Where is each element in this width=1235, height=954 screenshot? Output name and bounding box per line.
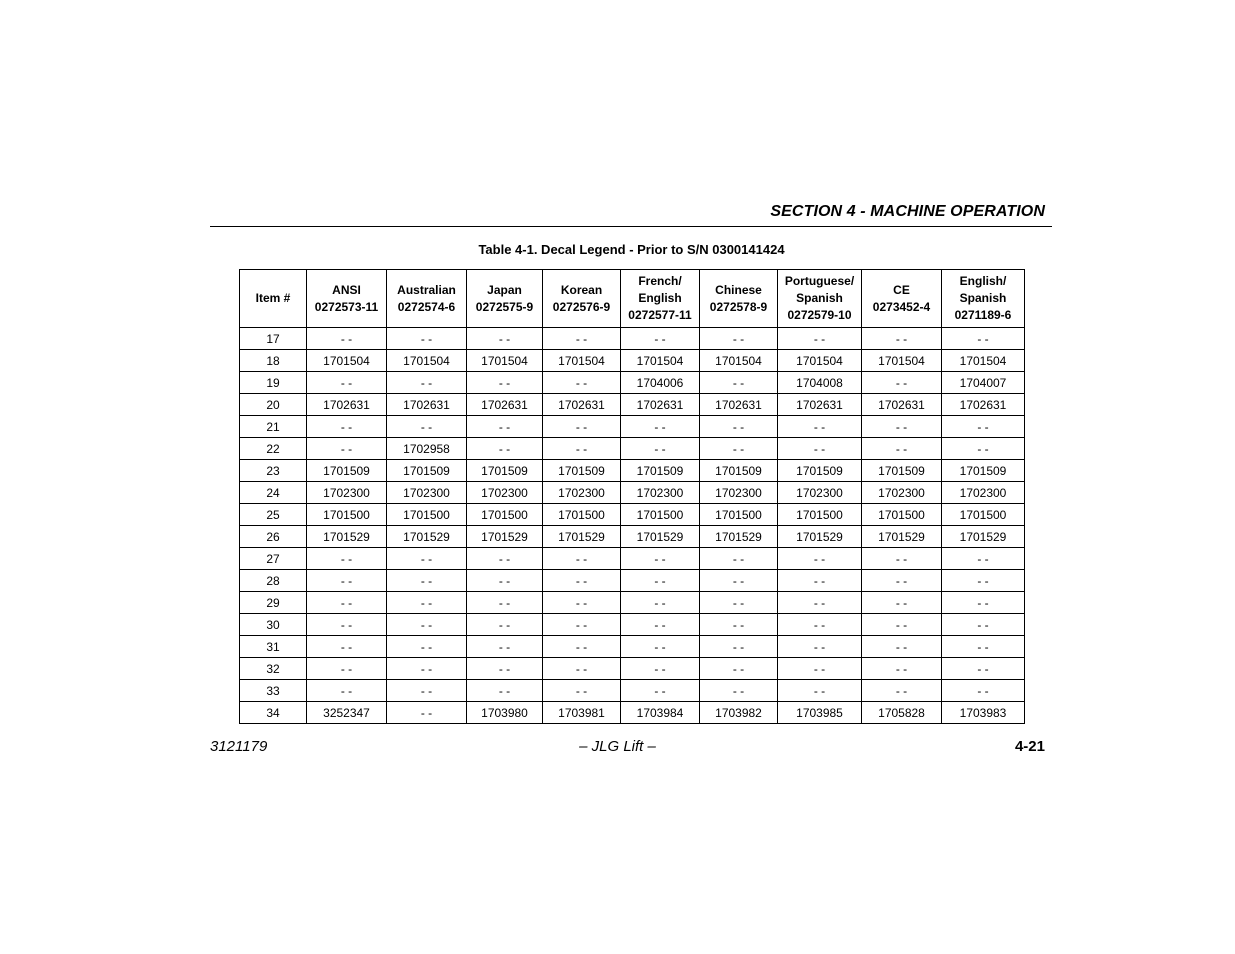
decal-part-cell: 1701509 [307,460,387,482]
column-header-line: 0272578-9 [709,299,768,314]
decal-part-cell: 1703983 [942,702,1025,724]
table-row [240,394,1025,416]
column-header-line: French/ [638,274,682,288]
decal-part-cell: - - [621,614,700,636]
table-row [240,460,1025,482]
decal-part-cell: - - [862,548,942,570]
decal-part-cell: - - [543,416,621,438]
decal-part-cell: 1701509 [700,460,778,482]
decal-part-cell: 1702300 [467,482,543,504]
decal-part-cell: 1702300 [778,482,862,504]
decal-part-cell: - - [700,438,778,460]
section-header [210,201,1052,227]
decal-part-cell: - - [387,592,467,614]
decal-part-cell: 1703981 [543,702,621,724]
footer-doc-number: 3121179 [210,738,268,755]
decal-part-cell: 1701509 [387,460,467,482]
decal-part-cell: - - [307,592,387,614]
table-caption: Table 4-1. Decal Legend - Prior to S/N 0300141424 [478,242,785,257]
table-row [240,482,1025,504]
column-header-line: 0272573-11 [314,299,379,314]
decal-part-cell: 1702300 [387,482,467,504]
decal-part-cell: - - [700,636,778,658]
decal-part-cell: 1704008 [778,372,862,394]
decal-part-cell: 1703982 [700,702,778,724]
decal-part-cell: - - [621,636,700,658]
decal-part-cell: - - [307,328,387,350]
decal-part-cell: 1701500 [862,504,942,526]
decal-part-cell: 1702631 [387,394,467,416]
decal-part-cell: 1701509 [621,460,700,482]
column-header-line: Australian [397,282,456,297]
column-header [778,270,862,328]
table-row [240,416,1025,438]
item-number-cell: 31 [240,636,307,658]
decal-part-cell: 1701529 [778,526,862,548]
decal-part-cell: - - [862,658,942,680]
column-header-line: 0272576-9 [552,299,611,314]
column-header [467,270,543,328]
item-number-cell: 29 [240,592,307,614]
decal-part-cell: - - [700,614,778,636]
decal-part-cell: 1701529 [387,526,467,548]
table-row [240,614,1025,636]
column-header-line: 0272579-10 [787,308,852,322]
decal-part-cell: 1701504 [467,350,543,372]
decal-part-cell: - - [307,416,387,438]
table-header [240,270,1025,328]
decal-part-cell: - - [387,702,467,724]
decal-part-cell: - - [387,614,467,636]
decal-part-cell: - - [307,438,387,460]
decal-part-cell: 1701509 [543,460,621,482]
decal-part-cell: 1701504 [307,350,387,372]
footer-page-number: 4-21 [1014,738,1045,755]
item-number-cell: 26 [240,526,307,548]
column-header-line: 0271189-6 [954,308,1012,322]
decal-part-cell: - - [942,614,1025,636]
decal-part-cell: - - [307,548,387,570]
table-row [240,658,1025,680]
decal-part-cell: 1701509 [778,460,862,482]
item-number-cell: 27 [240,548,307,570]
decal-part-cell: - - [467,372,543,394]
table-row [240,526,1025,548]
decal-part-cell: - - [387,636,467,658]
decal-part-cell: - - [467,614,543,636]
decal-part-cell: - - [543,328,621,350]
table-body [240,328,1025,724]
decal-part-cell: - - [942,592,1025,614]
decal-part-cell: - - [543,548,621,570]
decal-part-cell: - - [778,680,862,702]
item-number-cell: 19 [240,372,307,394]
item-number-cell: 21 [240,416,307,438]
column-header-line: Korean [560,282,603,297]
item-number-cell: 22 [240,438,307,460]
decal-part-cell: - - [700,592,778,614]
decal-part-cell: - - [621,328,700,350]
item-number-cell: 32 [240,658,307,680]
header-row [240,270,1025,328]
decal-part-cell: - - [543,570,621,592]
decal-part-cell: - - [942,658,1025,680]
decal-part-cell: 1702300 [307,482,387,504]
decal-part-cell: - - [387,328,467,350]
decal-part-cell: - - [700,372,778,394]
decal-part-cell: - - [778,592,862,614]
item-number-cell: 30 [240,614,307,636]
decal-part-cell: - - [307,614,387,636]
decal-part-cell: - - [621,658,700,680]
item-number-cell: 24 [240,482,307,504]
decal-part-cell: - - [467,658,543,680]
decal-part-cell: - - [307,570,387,592]
decal-part-cell: 1701500 [467,504,543,526]
decal-part-cell: - - [467,570,543,592]
decal-part-cell: 1702631 [307,394,387,416]
decal-part-cell: 1702300 [862,482,942,504]
table-row [240,350,1025,372]
decal-part-cell: - - [307,636,387,658]
decal-part-cell: - - [467,438,543,460]
decal-part-cell: - - [543,592,621,614]
decal-part-cell: - - [942,636,1025,658]
decal-part-cell: 1701529 [862,526,942,548]
decal-part-cell: - - [700,680,778,702]
decal-part-cell: 1701509 [942,460,1025,482]
decal-part-cell: 1702631 [621,394,700,416]
decal-part-cell: - - [778,548,862,570]
decal-part-cell: - - [467,680,543,702]
column-header-line: Japan [487,282,522,297]
decal-part-cell: 1701504 [700,350,778,372]
decal-part-cell: 1703985 [778,702,862,724]
column-header-line: English [638,291,682,305]
table-row [240,504,1025,526]
decal-part-cell: - - [307,372,387,394]
decal-part-cell: 1701504 [778,350,862,372]
decal-part-cell: - - [621,680,700,702]
decal-part-cell: - - [543,372,621,394]
decal-part-cell: - - [621,570,700,592]
column-header [240,270,307,328]
decal-part-cell: 1701529 [700,526,778,548]
column-header [862,270,942,328]
column-header [387,270,467,328]
decal-part-cell: - - [862,592,942,614]
decal-part-cell: - - [700,416,778,438]
item-number-cell: 34 [240,702,307,724]
table-row [240,372,1025,394]
decal-part-cell: - - [467,328,543,350]
decal-part-cell: - - [942,328,1025,350]
item-number-cell: 25 [240,504,307,526]
decal-part-cell: 1701504 [621,350,700,372]
column-header-line: Chinese [715,282,762,297]
decal-part-cell: - - [862,438,942,460]
decal-part-cell: - - [862,570,942,592]
decal-part-cell: - - [543,680,621,702]
decal-part-cell: - - [700,570,778,592]
decal-part-cell: 1701529 [621,526,700,548]
decal-legend-table [239,269,1025,724]
decal-part-cell: 1701500 [621,504,700,526]
decal-part-cell: - - [387,658,467,680]
decal-part-cell: - - [862,614,942,636]
item-number-cell: 18 [240,350,307,372]
decal-part-cell: - - [778,570,862,592]
decal-part-cell: - - [700,548,778,570]
decal-part-cell: 1705828 [862,702,942,724]
table-row [240,438,1025,460]
item-number-cell: 20 [240,394,307,416]
decal-part-cell: - - [467,548,543,570]
decal-part-cell: 1702958 [387,438,467,460]
decal-part-cell: 1701529 [942,526,1025,548]
decal-part-cell: 1701500 [543,504,621,526]
decal-part-cell: - - [778,328,862,350]
decal-part-cell: 1701504 [543,350,621,372]
column-header-line: ANSI [332,282,361,297]
decal-part-cell: 1701504 [387,350,467,372]
decal-part-cell: - - [942,680,1025,702]
column-header-line: 0273452-4 [872,299,931,314]
decal-part-cell: - - [387,680,467,702]
decal-part-cell: - - [621,416,700,438]
table-row [240,636,1025,658]
table-row [240,680,1025,702]
item-number-cell: 17 [240,328,307,350]
decal-part-cell: 1702631 [543,394,621,416]
decal-part-cell: - - [862,680,942,702]
decal-part-cell: 1704006 [621,372,700,394]
column-header-line: 0272574-6 [397,299,456,314]
decal-part-cell: - - [387,570,467,592]
decal-part-cell: - - [778,614,862,636]
column-header-line: Spanish [959,291,1007,305]
decal-part-cell: - - [942,416,1025,438]
decal-part-cell: 1703980 [467,702,543,724]
decal-part-cell: 1704007 [942,372,1025,394]
decal-part-cell: 1701500 [942,504,1025,526]
decal-part-cell: - - [543,636,621,658]
decal-part-cell: - - [700,328,778,350]
decal-part-cell: - - [387,416,467,438]
column-header-line: Spanish [796,291,843,305]
decal-part-cell: - - [307,658,387,680]
table-row [240,702,1025,724]
decal-part-cell: - - [778,636,862,658]
decal-part-cell: - - [467,416,543,438]
column-header-line: CE [893,282,910,297]
decal-part-cell: - - [387,548,467,570]
decal-part-cell: 1702300 [942,482,1025,504]
decal-part-cell: 1701504 [942,350,1025,372]
decal-part-cell: 1701500 [307,504,387,526]
item-number-cell: 33 [240,680,307,702]
item-number-cell: 28 [240,570,307,592]
decal-part-cell: - - [700,658,778,680]
decal-part-cell: - - [862,636,942,658]
column-header-line: 0272577-11 [628,308,692,322]
decal-part-cell: - - [307,680,387,702]
decal-part-cell: - - [621,438,700,460]
decal-part-cell: - - [778,438,862,460]
decal-part-cell: 1702300 [700,482,778,504]
decal-part-cell: - - [621,548,700,570]
decal-part-cell: - - [467,592,543,614]
column-header-line: 0272575-9 [475,299,534,314]
decal-part-cell: - - [778,658,862,680]
decal-part-cell: 1701529 [307,526,387,548]
table-row [240,570,1025,592]
decal-part-cell: - - [862,416,942,438]
section-title: SECTION 4 - MACHINE OPERATION [770,203,1045,220]
decal-part-cell: - - [621,592,700,614]
table-row [240,548,1025,570]
decal-part-cell: - - [543,438,621,460]
decal-part-cell: 1702631 [862,394,942,416]
decal-part-cell: - - [942,548,1025,570]
column-header [621,270,700,328]
decal-part-cell: 1702300 [543,482,621,504]
column-header [942,270,1025,328]
column-header [700,270,778,328]
decal-part-cell: - - [543,658,621,680]
column-header-line: English/ [959,274,1007,288]
column-header-line: Portuguese/ [784,274,855,288]
column-header [543,270,621,328]
decal-part-cell: 1703984 [621,702,700,724]
decal-part-cell: 1702631 [778,394,862,416]
decal-part-cell: 1701500 [387,504,467,526]
decal-part-cell: 1702631 [700,394,778,416]
decal-part-cell: 1701509 [467,460,543,482]
decal-part-cell: - - [387,372,467,394]
decal-part-cell: 1701500 [778,504,862,526]
item-number-cell: 23 [240,460,307,482]
decal-part-cell: - - [467,636,543,658]
decal-part-cell: - - [543,614,621,636]
decal-part-cell: 1701509 [862,460,942,482]
decal-part-cell: 3252347 [307,702,387,724]
decal-part-cell: - - [862,372,942,394]
decal-part-cell: 1702300 [621,482,700,504]
decal-part-cell: 1701529 [467,526,543,548]
decal-part-cell: - - [778,416,862,438]
decal-part-cell: 1701500 [700,504,778,526]
decal-part-cell: - - [942,570,1025,592]
column-header [307,270,387,328]
decal-part-cell: 1702631 [467,394,543,416]
column-header-line: Item # [255,291,291,305]
decal-part-cell: 1701504 [862,350,942,372]
decal-part-cell: - - [942,438,1025,460]
decal-part-cell: - - [862,328,942,350]
decal-part-cell: 1701529 [543,526,621,548]
footer-publisher: – JLG Lift – [579,738,656,755]
decal-part-cell: 1702631 [942,394,1025,416]
table-row [240,328,1025,350]
table-row [240,592,1025,614]
